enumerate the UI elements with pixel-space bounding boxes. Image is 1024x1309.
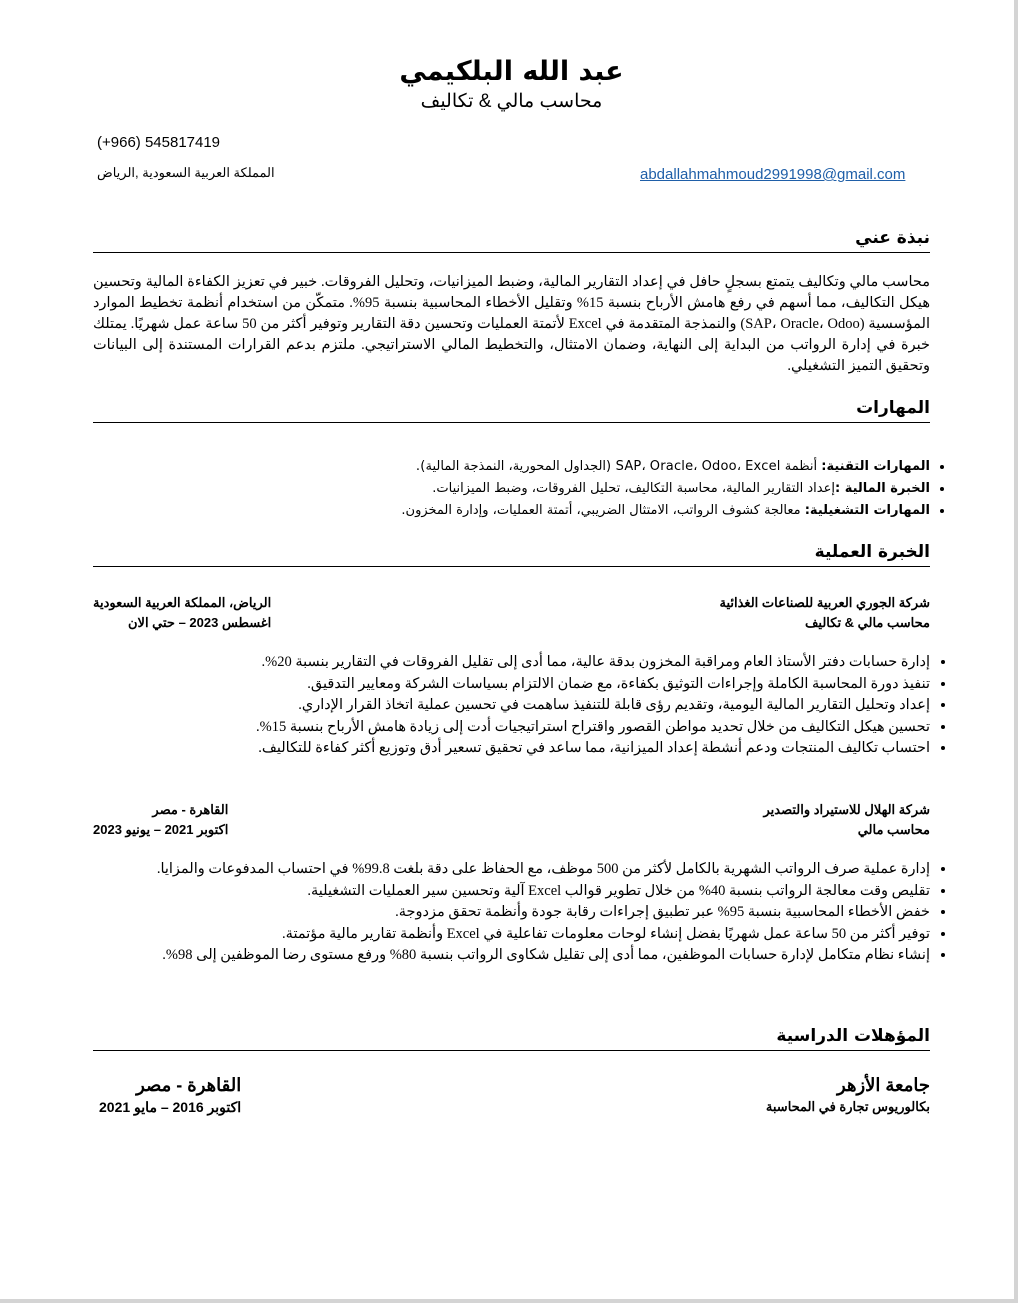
skill-text: إعداد التقارير المالية، محاسبة التكاليف، تحليل الفروقات، وضبط الميزانيات. (432, 481, 835, 496)
section-heading-experience: الخبرة العملية (93, 542, 930, 567)
job-location: القاهرة - مصر (152, 802, 229, 817)
about-text: محاسب مالي وتكاليف يتمتع بسجلٍ حافل في إعداد التقارير المالية، وضبط الميزانيات، وتحليل الفروقات. خبير في تعزيز الكفاءة المالية وتحسين هيكل التكاليف، مما أسهم في رفع هامش الأرباح بنسبة 15% وتقليل الأخطاء المحاسبية بنسبة 95%. متمكّن من استخدام أنظمة تخطيط الموارد المؤسسية (SAP، Oracle، Odoo) والنمذجة المتقدمة في Excel لأتمتة العمليات وتحسين دقة التقارير وتوفير أكثر من 50 ساعة عمل شهريًا. يمتلك خبرة في إدارة الرواتب من البداية إلى النهاية، وضمان الامتثال، والتخطيط المالي الاستراتيجي. ملتزم بدعم القرارات المستندة إلى البيانات وتحقيق التميز التشغيلي. (93, 274, 931, 374)
education-dates: اكتوبر 2016 – مايو 2021 (99, 1099, 242, 1115)
list-item (93, 456, 930, 478)
skill-text: معالجة كشوف الرواتب، الامتثال الضريبي، أتمتة العمليات، وإدارة المخزون. (401, 503, 805, 518)
skill-label: المهارات التقنية: (821, 459, 930, 474)
job-role: محاسب مالي (857, 822, 930, 837)
list-item: • إعداد وتحليل التقارير المالية اليومية، وتقديم رؤى قابلة للتنفيذ ساهمت في تحسين عملية اتخاذ القرار الإداري. (93, 695, 930, 717)
skills-list (93, 456, 968, 522)
degree: بكالوريوس تجارة في المحاسبة (765, 1099, 930, 1114)
education-location: القاهرة - مصر (136, 1075, 242, 1095)
company-name: شركة الجوري العربية للصناعات الغذائية (719, 595, 930, 610)
job-dates: اغسطس 2023 – حتي الان (127, 615, 272, 630)
skill-label: الخبرة المالية : (834, 481, 930, 496)
job-location: الرياض، المملكة العربية السعودية (93, 595, 272, 610)
list-item (93, 478, 930, 500)
list-item: • إنشاء نظام متكامل لإدارة حسابات الموظفين، مما أدى إلى تقليل شكاوى الرواتب بنسبة 80% ورفع مستوى رضا الموظفين إلى 98%. (93, 945, 930, 967)
job-dates: اكتوبر 2021 – يونيو 2023 (93, 822, 229, 837)
school-name: جامعة الأزهر (837, 1075, 930, 1095)
skill-text: أنظمة SAP، Oracle، Odoo، Excel (الجداول المحورية، النمذجة المالية). (415, 459, 822, 474)
list-item: • إدارة حسابات دفتر الأستاذ العام ومراقبة المخزون بدقة عالية، مما أدى إلى تقليل الفروقات في التقارير بنسبة 20%. (93, 652, 930, 674)
list-item (93, 500, 930, 522)
section-heading-about: نبذة عني (93, 228, 930, 253)
section-heading-skills: المهارات (93, 398, 930, 423)
list-item: • احتساب تكاليف المنتجات ودعم أنشطة إعداد الميزانية، مما ساعد في تحقيق تسعير أدق وتوزيع أكثر كفاءة للتكاليف. (93, 738, 930, 760)
job-role: محاسب مالي & تكاليف (804, 615, 930, 630)
list-item: • إدارة عملية صرف الرواتب الشهرية بالكامل لأكثر من 500 موظف، مع الحفاظ على دقة بلغت 99.8% في احتساب المدفوعات والمزايا. (93, 859, 930, 881)
job-title: محاسب مالي & تكاليف (420, 91, 603, 112)
list-item: • تنفيذ دورة المحاسبة الكاملة وإجراءات التوثيق بكفاءة، مع ضمان الالتزام بسياسات الشركة ومعايير التدقيق. (93, 674, 930, 696)
job-bullets (93, 652, 968, 760)
list-item: • توفير أكثر من 50 ساعة عمل شهريًا بفضل إنشاء لوحات معلومات تفاعلية في Excel وأنظمة تقارير مالية مؤتمتة. (93, 924, 930, 946)
candidate-name: عبد الله البلكيمي (399, 56, 624, 87)
email-link[interactable]: abdallahmahmoud2991998@gmail.com (640, 166, 906, 183)
list-item: • تحسين هيكل التكاليف من خلال تحديد مواطن القصور واقتراح استراتيجيات أدت إلى زيادة هامش الأرباح بنسبة 15%. (93, 717, 930, 739)
phone: (+966) 545817419 (97, 134, 221, 151)
list-item: • خفض الأخطاء المحاسبية بنسبة 95% عبر تطبيق إجراءات رقابة جودة وأنظمة تحقق مزدوجة. (93, 902, 930, 924)
address: المملكة العربية السعودية ,الرياض (97, 165, 275, 180)
company-name: شركة الهلال للاستيراد والتصدير (763, 802, 930, 817)
job-bullets (93, 859, 968, 967)
list-item: • تقليص وقت معالجة الرواتب بنسبة 40% من خلال تطوير قوالب Excel آلية وتحسين سير العمليات التشغيلية. (93, 881, 930, 903)
section-heading-education: المؤهلات الدراسية (93, 1026, 930, 1051)
skill-label: المهارات التشغيلية: (804, 503, 930, 518)
